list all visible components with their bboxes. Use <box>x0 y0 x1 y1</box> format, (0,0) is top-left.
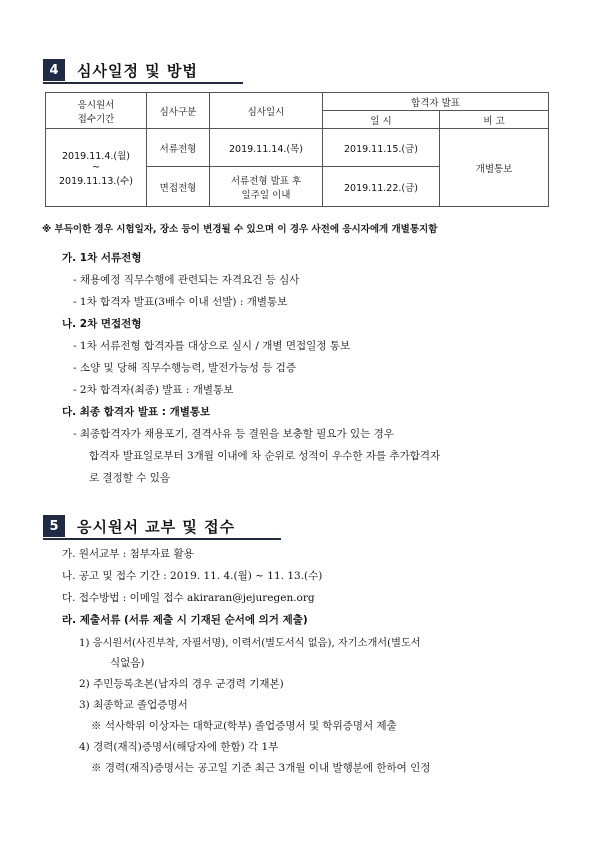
section5-number: 5 <box>43 515 65 537</box>
section5-title: 응시원서 교부 및 접수 <box>77 517 236 536</box>
row2-date <box>210 167 323 207</box>
header-review-type: 심사구분 <box>147 93 210 129</box>
apply-start: 2019.11.4.(월) <box>62 151 130 162</box>
section4-rule <box>43 82 243 84</box>
da-item-1: - 최종합격자가 채용포기, 결격사유 등 결원을 보충할 필요가 있는 경우 <box>73 428 394 440</box>
header-apply-line2: 접수기간 <box>77 113 115 125</box>
ga-item-1: - 채용예정 직무수행에 관련되는 자격요건 등 심사 <box>73 274 300 286</box>
schedule-notice: ※ 부득이한 경우 시험일자, 장소 등이 변경될 수 있으며 이 경우 사전에 응시자에게 개별통지함 <box>42 224 438 235</box>
header-result: 합격자 발표 <box>323 93 549 111</box>
schedule-table <box>45 92 549 207</box>
s5-da: 다. 접수방법 : 이메일 접수 akiraran@jejuregen.org <box>62 592 315 604</box>
na-item-3: - 2차 합격자(최종) 발표 : 개별통보 <box>73 384 234 396</box>
s5-na: 나. 공고 및 접수 기간 : 2019. 11. 4.(월) ~ 11. 13.(수) <box>62 570 323 582</box>
s5-ra-title: 라. 제출서류 (서류 제출 시 기재된 순서에 의거 제출) <box>62 614 308 626</box>
s5-item3: 3) 최종학교 졸업증명서 <box>79 699 188 711</box>
section5-rule <box>43 538 281 540</box>
row2-date-line2: 일주일 이내 <box>241 189 291 201</box>
header-result-date: 일 시 <box>323 111 440 129</box>
na-title: 나. 2차 면접전형 <box>62 318 142 330</box>
s5-ga: 가. 원서교부 : 첨부자료 활용 <box>62 548 194 560</box>
row1-type: 서류전형 <box>147 129 210 167</box>
section4-header <box>43 58 198 82</box>
da-item-3: 로 결정할 수 있음 <box>89 472 171 484</box>
da-item-2: 합격자 발표일로부터 3개월 이내에 차 순위로 성적이 우수한 자를 추가합격자 <box>89 450 441 462</box>
header-result-note: 비 고 <box>440 111 549 129</box>
s5-item1-line1: 1) 응시원서(사진부착, 자필서명), 이력서(별도서식 없음), 자기소개서(별도서 <box>79 638 421 649</box>
s5-item3-note: ※ 석사학위 이상자는 대학교(학부) 졸업증명서 및 학위증명서 제출 <box>91 720 397 732</box>
apply-end: 2019.11.13.(수) <box>58 176 133 187</box>
apply-tilde: ~ <box>92 162 100 173</box>
s5-item2: 2) 주민등록초본(남자의 경우 군경력 기재본) <box>79 678 284 690</box>
row2-result: 2019.11.22.(금) <box>323 167 440 207</box>
ga-title: 가. 1차 서류전형 <box>62 252 142 264</box>
section4-title: 심사일정 및 방법 <box>77 61 198 80</box>
row1-date: 2019.11.14.(목) <box>210 129 323 167</box>
header-apply-line1: 응시원서 <box>77 99 115 111</box>
na-item-2: - 소양 및 당해 직무수행능력, 발전가능성 등 검증 <box>73 362 296 374</box>
result-note-cell: 개별통보 <box>440 129 549 207</box>
da-title: 다. 최종 합격자 발표 : 개별통보 <box>62 406 211 418</box>
header-review-date: 심사일시 <box>210 93 323 129</box>
s5-item1-line2: 식없음) <box>110 657 145 669</box>
ga-item-2: - 1차 합격자 발표(3배수 이내 선발) : 개별통보 <box>73 296 288 308</box>
section5-header <box>43 514 235 538</box>
s5-item4: 4) 경력(재직)증명서(해당자에 한함) 각 1부 <box>79 741 279 753</box>
row1-result: 2019.11.15.(금) <box>323 129 440 167</box>
row2-date-line1: 서류전형 발표 후 <box>230 175 302 187</box>
section4-number: 4 <box>43 59 65 81</box>
apply-period-cell <box>46 129 147 207</box>
header-apply-period <box>46 93 147 129</box>
na-item-1: - 1차 서류전형 합격자를 대상으로 실시 / 개별 면접일정 통보 <box>73 340 351 352</box>
row2-type: 면접전형 <box>147 167 210 207</box>
s5-item4-note: ※ 경력(재직)증명서는 공고일 기준 최근 3개월 이내 발행분에 한하여 인정 <box>91 762 431 774</box>
